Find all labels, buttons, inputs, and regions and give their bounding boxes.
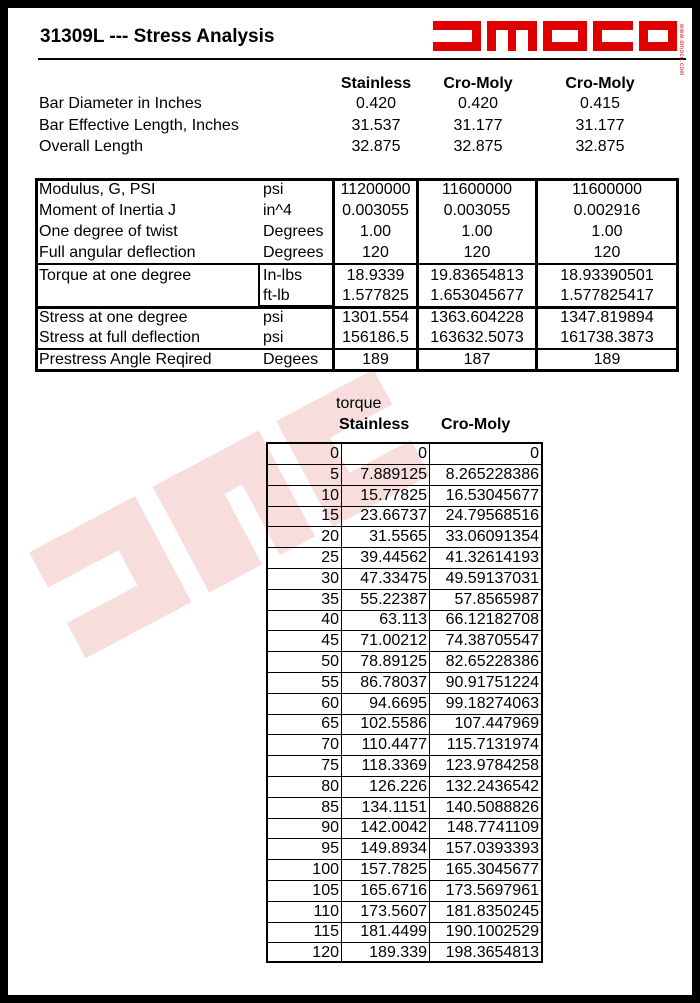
table-row — [268, 548, 541, 569]
prop-unit: Degees — [263, 351, 319, 368]
cromoly-torque-cell: 66.12182708 — [445, 611, 539, 629]
stainless-torque-cell: 15.77825 — [342, 486, 430, 506]
summary-value: 31.177 — [575, 117, 625, 134]
stainless-torque-cell: 181.4499 — [342, 922, 430, 942]
angle-cell: 105 — [268, 881, 342, 901]
table-row — [268, 569, 541, 590]
torque-caption: torque — [336, 395, 382, 412]
cromoly-torque-cell: 140.5088826 — [445, 798, 539, 816]
prop-label-inertia: Moment of Inertia J — [39, 202, 176, 219]
table-row — [268, 506, 541, 527]
table-row — [268, 860, 541, 881]
angle-cell: 55 — [268, 673, 342, 693]
table-row — [268, 714, 541, 735]
torque-col-cromoly: Cro-Moly — [441, 416, 511, 433]
prop-value: 187 — [463, 351, 491, 368]
prop-value: 1.00 — [359, 223, 392, 240]
prop-unit: psi — [263, 329, 284, 346]
prop-unit: Degrees — [263, 223, 324, 240]
table-row — [268, 673, 541, 694]
angle-cell: 100 — [268, 860, 342, 880]
summary-value: 0.420 — [355, 95, 397, 112]
stainless-torque-cell: 55.22387 — [342, 590, 430, 610]
angle-cell: 45 — [268, 631, 342, 651]
stainless-torque-cell: 94.6695 — [342, 694, 430, 714]
table-row — [268, 444, 541, 465]
stainless-torque-cell: 165.6716 — [342, 881, 430, 901]
angle-cell: 5 — [268, 465, 342, 485]
prop-unit: in^4 — [263, 202, 292, 219]
angle-cell: 115 — [268, 922, 342, 942]
stainless-torque-cell: 63.113 — [342, 610, 430, 630]
stainless-torque-cell: 149.8934 — [342, 839, 430, 859]
cromoly-torque-cell: 74.38705547 — [445, 632, 539, 650]
cromoly-torque-cell: 132.2436542 — [445, 777, 539, 795]
table-row — [268, 777, 541, 798]
stainless-torque-cell: 102.5586 — [342, 714, 430, 734]
stainless-torque-cell: 47.33475 — [342, 569, 430, 589]
cromoly-torque-cell: 173.5697961 — [445, 881, 539, 899]
stainless-torque-cell: 142.0042 — [342, 818, 430, 838]
cromoly-torque-cell: 82.65228386 — [445, 653, 539, 670]
summary-value: 0.415 — [579, 95, 621, 112]
summary-col-header-2: Cro-Moly — [443, 75, 513, 92]
prop-value: 1.00 — [591, 223, 623, 240]
cromoly-torque-cell: 123.9784258 — [445, 757, 539, 774]
prop-label-prestress: Prestress Angle Reqired — [39, 351, 212, 368]
angle-cell: 0 — [268, 444, 342, 464]
prop-unit: ft-lb — [263, 287, 290, 304]
table-row — [268, 631, 541, 652]
angle-cell: 30 — [268, 569, 342, 589]
grid-line — [35, 263, 679, 265]
angle-cell: 60 — [268, 694, 342, 714]
angle-cell: 80 — [268, 777, 342, 797]
cromoly-torque-cell: 181.8350245 — [445, 902, 539, 920]
cromoly-torque-cell: 33.06091354 — [445, 528, 539, 546]
prop-value: 0.003055 — [443, 202, 511, 219]
stainless-torque-cell: 157.7825 — [342, 860, 430, 880]
prop-label-stress-one: Stress at one degree — [39, 309, 188, 326]
logo-url: www.dmoco.com — [678, 24, 684, 76]
prop-value: 19.83654813 — [430, 267, 524, 284]
cromoly-torque-cell: 157.0393393 — [445, 840, 539, 858]
prop-value: 120 — [463, 244, 491, 261]
table-row — [268, 527, 541, 548]
prop-unit: psi — [263, 309, 284, 326]
prop-unit: Degrees — [263, 244, 324, 261]
summary-value: 32.875 — [453, 138, 503, 155]
angle-cell: 85 — [268, 798, 342, 818]
stainless-torque-cell: 173.5607 — [342, 902, 430, 922]
prop-value: 156186.5 — [342, 329, 409, 346]
prop-value: 1.00 — [461, 223, 493, 240]
stainless-torque-cell: 31.5565 — [342, 527, 430, 547]
angle-cell: 120 — [268, 943, 342, 963]
prop-unit: In-lbs — [263, 267, 303, 284]
cromoly-torque-cell: 165.3045677 — [445, 861, 539, 878]
angle-cell: 110 — [268, 902, 342, 922]
summary-value: 0.420 — [457, 95, 499, 112]
prop-value: 1.653045677 — [430, 287, 524, 304]
stainless-torque-cell: 118.3369 — [342, 756, 430, 776]
prop-value: 0.003055 — [342, 202, 409, 219]
table-row — [268, 902, 541, 923]
torque-col-stainless: Stainless — [339, 416, 410, 433]
cromoly-torque-cell: 148.7741109 — [446, 819, 539, 837]
cromoly-torque-cell: 99.18274063 — [445, 694, 539, 712]
prop-value: 161738.3873 — [560, 329, 654, 346]
angle-cell: 95 — [268, 839, 342, 859]
table-row — [268, 694, 541, 715]
table-row — [268, 881, 541, 902]
cromoly-torque-cell: 49.59137031 — [445, 569, 539, 587]
angle-cell: 20 — [268, 527, 342, 547]
cromoly-torque-cell: 0 — [530, 445, 539, 462]
table-row — [268, 943, 541, 964]
summary-label-effective-length: Bar Effective Length, Inches — [39, 117, 239, 134]
stainless-torque-cell: 71.00212 — [342, 631, 430, 651]
prop-label-twist: One degree of twist — [39, 223, 178, 240]
angle-cell: 50 — [268, 652, 342, 672]
angle-cell: 90 — [268, 818, 342, 838]
stainless-torque-cell: 23.66737 — [342, 506, 430, 526]
prop-value: 120 — [593, 244, 621, 261]
angle-cell: 65 — [268, 714, 342, 734]
prop-value: 120 — [362, 244, 389, 261]
table-row — [268, 839, 541, 860]
angle-cell: 10 — [268, 486, 342, 506]
angle-cell: 70 — [268, 735, 342, 755]
summary-value: 32.875 — [351, 138, 401, 155]
cromoly-torque-cell: 198.3654813 — [445, 944, 539, 962]
table-row — [268, 590, 541, 611]
stainless-torque-cell: 134.1151 — [342, 798, 430, 818]
summary-label-overall-length: Overall Length — [39, 138, 144, 155]
prop-value: 18.93390501 — [560, 267, 654, 284]
prop-value: 11200000 — [340, 181, 411, 198]
cromoly-torque-cell: 90.91751224 — [445, 673, 539, 691]
table-row — [268, 922, 541, 943]
prop-label-deflection: Full angular deflection — [39, 244, 196, 261]
summary-value: 31.537 — [351, 117, 401, 134]
cromoly-torque-cell: 24.79568516 — [445, 507, 539, 525]
cromoly-torque-cell: 190.1002529 — [445, 923, 539, 941]
prop-value: 189 — [593, 351, 621, 368]
table-row — [268, 486, 541, 507]
prop-value: 11600000 — [442, 181, 512, 198]
summary-col-header-1: Stainless — [340, 75, 412, 92]
table-row — [268, 652, 541, 673]
cromoly-torque-cell: 107.447969 — [454, 715, 539, 733]
stainless-torque-cell: 189.339 — [342, 943, 430, 963]
prop-value: 11600000 — [572, 181, 642, 198]
angle-cell: 15 — [268, 506, 342, 526]
stainless-torque-cell: 78.89125 — [342, 652, 430, 672]
prop-value: 1.577825 — [342, 287, 409, 304]
stainless-torque-cell: 0 — [342, 444, 430, 464]
prop-label-stress-full: Stress at full deflection — [39, 329, 200, 346]
stainless-torque-cell: 110.4477 — [342, 735, 430, 755]
summary-col-header-3: Cro-Moly — [565, 75, 635, 92]
cromoly-torque-cell: 16.53045677 — [445, 486, 539, 504]
prop-value: 1347.819894 — [560, 309, 654, 326]
angle-cell: 25 — [268, 548, 342, 568]
prop-label-modulus: Modulus, G, PSI — [39, 181, 156, 198]
table-row — [268, 465, 541, 486]
dmoco-logo — [433, 18, 683, 54]
page-title: 31309L --- Stress Analysis — [40, 26, 275, 47]
stainless-torque-cell: 39.44562 — [342, 548, 430, 568]
prop-value: 163632.5073 — [430, 329, 524, 346]
angle-cell: 75 — [268, 756, 342, 776]
stainless-torque-cell: 126.226 — [342, 777, 430, 797]
table-row — [268, 818, 541, 839]
summary-value: 31.177 — [453, 117, 503, 134]
prop-value: 1.577825417 — [560, 287, 654, 304]
angle-cell: 40 — [268, 610, 342, 630]
cromoly-torque-cell: 8.265228386 — [445, 465, 539, 483]
cromoly-torque-cell: 115.7131974 — [446, 736, 539, 754]
stainless-torque-cell: 7.889125 — [342, 465, 430, 485]
torque-table — [266, 442, 543, 963]
table-row — [268, 756, 541, 777]
prop-value: 1301.554 — [342, 309, 409, 326]
angle-cell: 35 — [268, 590, 342, 610]
spreadsheet-page — [8, 8, 692, 995]
table-row — [268, 798, 541, 819]
prop-value: 1363.604228 — [430, 309, 524, 326]
prop-value: 0.002916 — [573, 202, 641, 219]
title-underline — [38, 58, 686, 60]
prop-value: 18.9339 — [346, 267, 405, 284]
prop-value: 189 — [362, 351, 389, 368]
summary-value: 32.875 — [575, 138, 625, 155]
table-row — [268, 610, 541, 631]
stainless-torque-cell: 86.78037 — [342, 673, 430, 693]
cromoly-torque-cell: 41.32614193 — [445, 549, 539, 566]
cromoly-torque-cell: 57.8565987 — [454, 590, 539, 608]
prop-unit: psi — [263, 181, 284, 198]
table-row — [268, 735, 541, 756]
prop-label-torque: Torque at one degree — [39, 267, 192, 284]
summary-label-diameter: Bar Diameter in Inches — [39, 95, 202, 112]
